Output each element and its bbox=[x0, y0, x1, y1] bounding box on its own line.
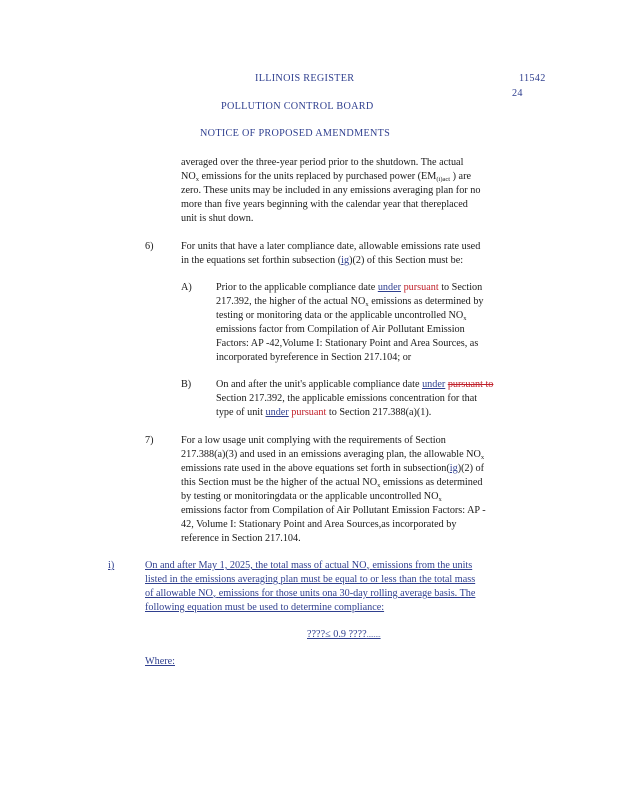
text-line: more than five years beginning with the calendar year that thereplaced bbox=[181, 199, 468, 210]
text-line bbox=[216, 406, 431, 419]
text-span: NO bbox=[181, 171, 196, 182]
text-span: type of unit bbox=[216, 407, 263, 418]
item-number: i) bbox=[108, 560, 115, 571]
text-line: For a low usage unit complying with the requirements of Section bbox=[181, 435, 446, 446]
text-span: 217.388(a)(3) and used in an emissions averaging plan, the allowable NO bbox=[181, 449, 481, 460]
text-span: emissions as determined by bbox=[371, 296, 484, 307]
text-span: testing or monitoring data or the applicable uncontrolled NO bbox=[216, 310, 464, 321]
deleted-text: pursuant to bbox=[447, 379, 494, 390]
page-number-sub: 24 bbox=[512, 88, 523, 99]
amended-letter: ig bbox=[341, 255, 350, 266]
text-span: )(2) of bbox=[457, 463, 485, 474]
text-line bbox=[216, 281, 482, 294]
text-line: Section 217.392, the applicable emissions concentration for that bbox=[216, 393, 478, 404]
text-line: zero. These units may be included in any emissions averaging plan for no bbox=[181, 185, 481, 196]
text-span: to Section bbox=[441, 282, 483, 293]
text-line bbox=[181, 462, 484, 475]
subscript: x bbox=[463, 315, 467, 322]
sub-label: A) bbox=[181, 282, 192, 293]
amended-letter: ig bbox=[449, 463, 458, 474]
text-line: reference in Section 217.104. bbox=[181, 533, 301, 544]
text-span: by testing or monitoringdata or the applicable uncontrolled NO bbox=[181, 491, 439, 502]
text-line: averaged over the three-year period prior to the shutdown. The actual bbox=[181, 157, 464, 168]
text-line: unit is shut down. bbox=[181, 213, 254, 224]
subscript: x bbox=[212, 593, 217, 600]
text-span: ) are bbox=[452, 171, 471, 182]
where-label: Where: bbox=[145, 656, 175, 667]
subscript: (i)act bbox=[436, 176, 451, 183]
text-span: of allowable NO bbox=[145, 588, 213, 599]
item-number: 6) bbox=[145, 241, 154, 252]
page-number: 11542 bbox=[519, 73, 546, 84]
inserted-text: under bbox=[265, 407, 289, 418]
text-span: Prior to the applicable compliance date bbox=[216, 282, 376, 293]
text-line bbox=[181, 254, 463, 267]
text-span: 217.392, the higher of the actual NO bbox=[216, 296, 366, 307]
formula-text: ????≤ 0.9 ???? bbox=[307, 629, 367, 640]
text-span: to Section 217.388(a)(1). bbox=[328, 407, 432, 418]
text-span: in the equations set forthin subsection ( bbox=[181, 255, 342, 266]
sub-label: B) bbox=[181, 379, 192, 390]
inserted-text: under bbox=[422, 379, 446, 390]
item-number: 7) bbox=[145, 435, 154, 446]
inserted-text: under bbox=[377, 282, 402, 293]
text-line: listed in the emissions averaging plan must be equal to or less than the total mass bbox=[145, 574, 476, 585]
text-line: emissions factor from Compilation of Air Pollutant Emission bbox=[216, 324, 465, 335]
text-span: On and after May 1, 2025, the total mass of actual NO bbox=[145, 560, 367, 571]
subscript: x bbox=[438, 496, 442, 503]
board-title: POLLUTION CONTROL BOARD bbox=[221, 101, 374, 112]
text-span: emissions as determined bbox=[382, 477, 483, 488]
text-line: following equation must be used to determine compliance: bbox=[145, 602, 385, 613]
register-title: ILLINOIS REGISTER bbox=[255, 73, 355, 84]
subscript: x bbox=[195, 176, 199, 183]
text-span: On and after the unit's applicable compliance date bbox=[216, 379, 420, 390]
text-span: emissions from the units bbox=[372, 560, 473, 571]
text-line: Factors: AP -42,Volume I: Stationary Point and Area Sources, as bbox=[216, 338, 479, 349]
formula-tail: ........ bbox=[366, 631, 381, 639]
text-line: emissions factor from Compilation of Air Pollutant Emission Factors: AP - bbox=[181, 505, 486, 516]
text-span: emissions for those units ona 30-day rolling average basis. The bbox=[218, 588, 476, 599]
text-span: )(2) of this Section must be: bbox=[349, 255, 464, 266]
text-span: this Section must be the higher of the actual NO bbox=[181, 477, 378, 488]
text-span: emissions for the units replaced by purchased power (EM bbox=[201, 171, 437, 182]
text-line: For units that have a later compliance date, allowable emissions rate used bbox=[181, 241, 481, 252]
text-line: 42, Volume I: Stationary Point and Area Sources,as incorporated by bbox=[181, 519, 457, 530]
deleted-text: pursuant bbox=[403, 282, 439, 293]
subscript: x bbox=[366, 565, 370, 572]
subscript: x bbox=[365, 301, 369, 308]
text-line bbox=[216, 378, 493, 391]
deleted-text: pursuant bbox=[291, 407, 327, 418]
text-span: emissions rate used in the above equations set forth in subsection( bbox=[181, 463, 450, 474]
notice-title: NOTICE OF PROPOSED AMENDMENTS bbox=[200, 128, 391, 139]
subscript: x bbox=[480, 454, 485, 461]
compliance-formula bbox=[307, 628, 381, 642]
text-line: incorporated byreference in Section 217.104; or bbox=[216, 352, 412, 363]
subscript: x bbox=[377, 482, 381, 489]
